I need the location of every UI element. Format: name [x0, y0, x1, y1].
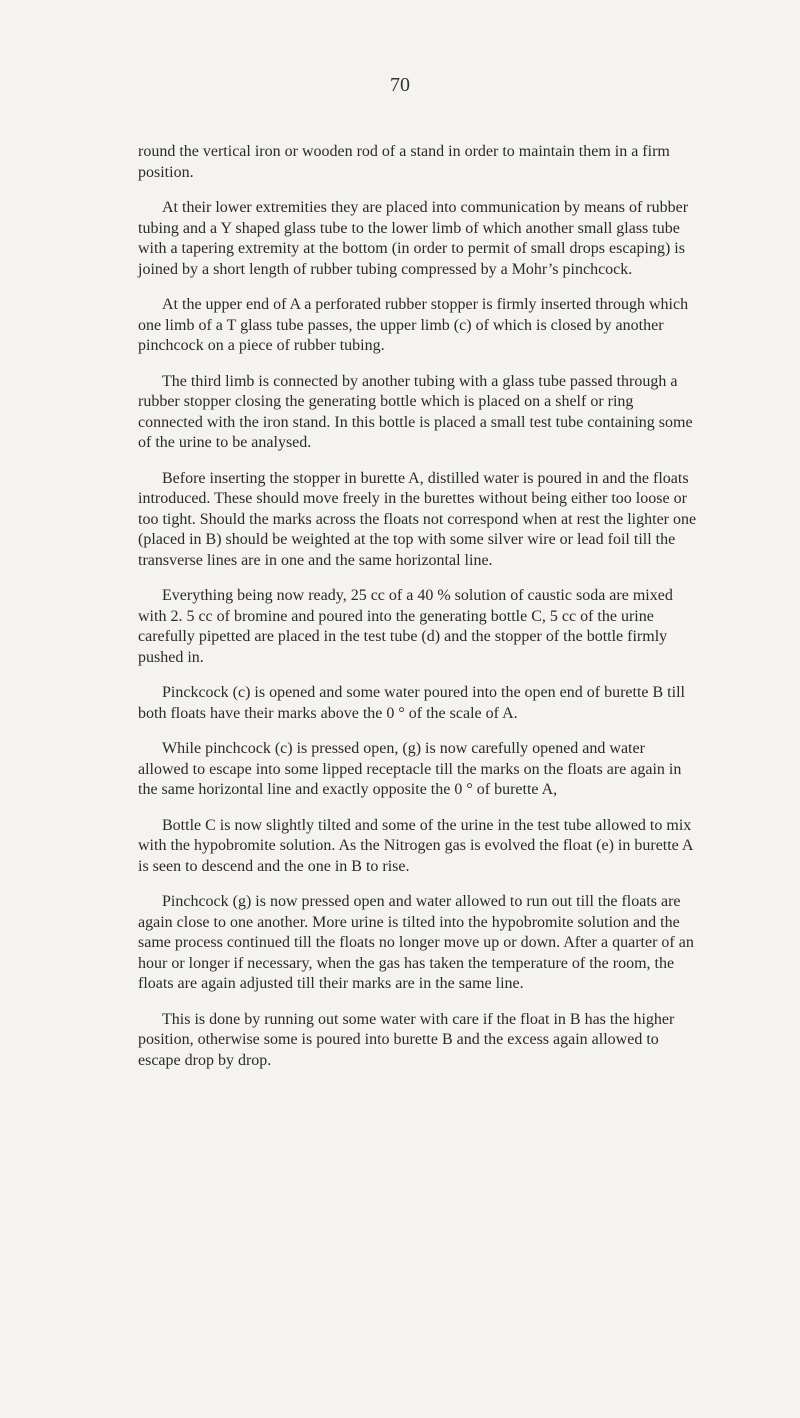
- paragraph-2: At their lower extremities they are placed into communication by means of rubber tubing and a Y shaped glass tube to the lower limb of which another small glass tube with a tapering extremity at the bottom (in order to permit of small drops escaping) is joined by a short length of rubber tubing compressed by a Mohr’s pinchcock.: [138, 199, 689, 278]
- paragraph-8: While pinchcock (c) is pressed open, (g) is now carefully opened and water allowed to escape into some lipped receptacle till the marks on the floats are again in the same horizontal line and exactly opposite the 0 ° of burette A,: [138, 740, 682, 798]
- paragraph-11: This is done by running out some water with care if the float in B has the higher position, otherwise some is poured into burette B and the excess again allowed to escape drop by drop.: [138, 1010, 675, 1069]
- body-text: [138, 142, 698, 1086]
- paragraph-5: Before inserting the stopper in burette A, distilled water is poured in and the floats introduced. These should move freely in the burettes without being either too loose or too tight. Should the marks across the floats not correspond when at rest the lighter one (placed in B) should be weighted at the top with some silver wire or lead foil till the transverse lines are in one and the same horizontal line.: [138, 469, 697, 569]
- paragraph-3: At the upper end of A a perforated rubber stopper is firmly inserted through which one limb of a T glass tube passes, the upper limb (c) of which is closed by another pinchcock on a piece of rubber tubing.: [138, 296, 689, 354]
- paragraph-9: Bottle C is now slightly tilted and some of the urine in the test tube allowed to mix with the hypobromite solution. As the Nitrogen gas is evolved the float (e) in burette A is seen to descend and the one in B to rise.: [138, 816, 693, 875]
- paragraph-10: Pinchcock (g) is now pressed open and water allowed to run out till the floats are again close to one another. More urine is tilted into the hypobromite solution and the same process continued till the floats no longer move up or down. After a quarter of an hour or longer if necessary, when the gas has taken the temperature of the room, the floats are again adjusted till their marks are in the same line.: [138, 893, 694, 992]
- paragraph-1: round the vertical iron or wooden rod of a stand in order to maintain them in a firm position.: [138, 143, 670, 181]
- paragraph-6: Everything being now ready, 25 cc of a 40 % solution of caustic soda are mixed with 2. 5 cc of bromine and poured into the generating bottle C, 5 cc of the urine carefully pipetted are placed in the test tube (d) and the stopper of the bottle firmly pushed in.: [138, 587, 673, 666]
- page-number: 70: [390, 74, 410, 96]
- paragraph-7: Pinckcock (c) is opened and some water poured into the open end of burette B till both floats have their marks above the 0 ° of the scale of A.: [138, 684, 685, 722]
- paragraph-4: The third limb is connected by another tubing with a glass tube passed through a rubber stopper closing the generating bottle which is placed on a shelf or ring connected with the iron stand. In this bottle is placed a small test tube containing some of the urine to be analysed.: [138, 372, 693, 451]
